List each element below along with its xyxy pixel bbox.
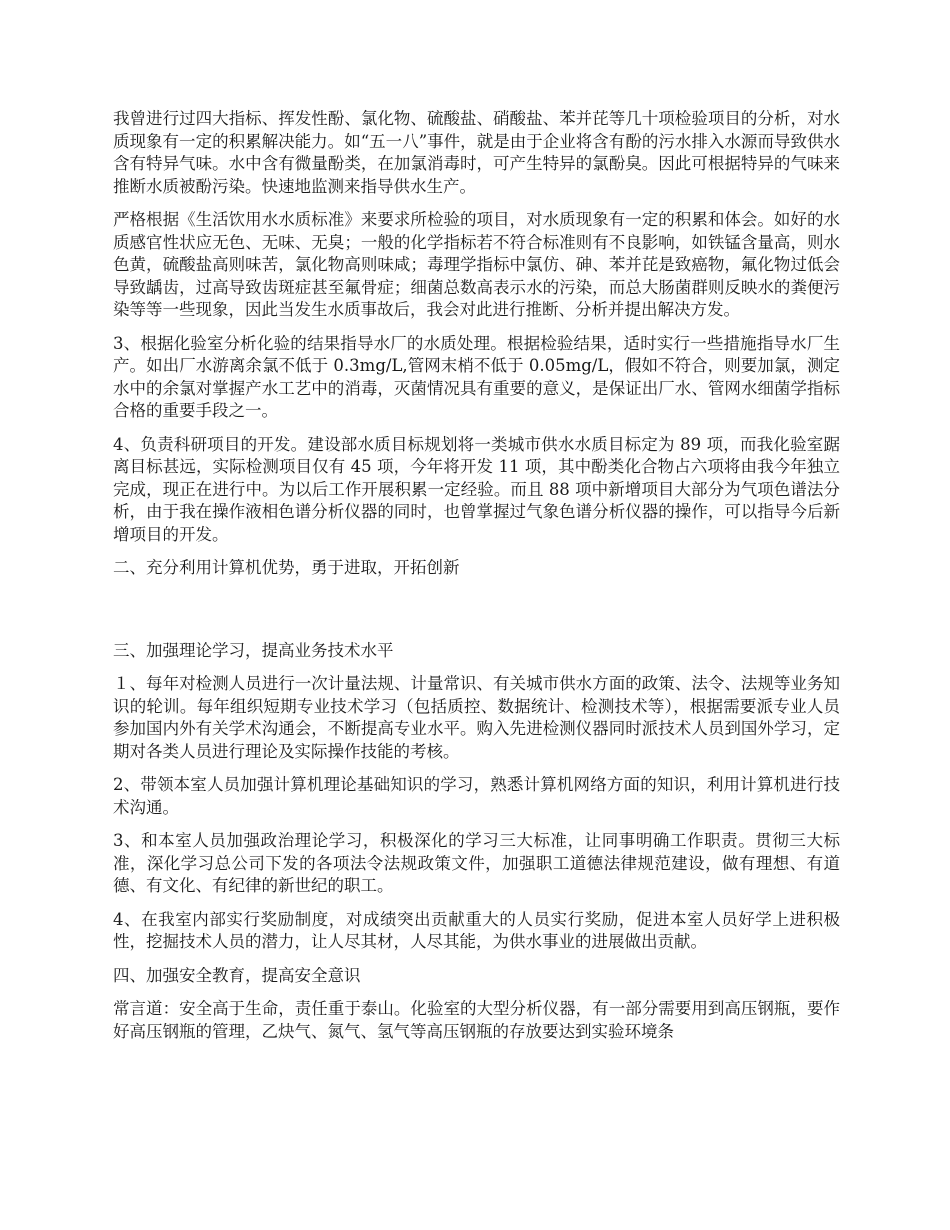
paragraph-item-4-research: 4、负责科研项目的开发。建设部水质目标规划将一类城市供水水质目标定为 89 项，而我化验室踞离目标甚远，实际检测项目仅有 45 项，今年将开发 11 项，其中酚类化合物占六项将由我今年独立完成，现正在进行中。为以后工作开展积累一定经验。而且 88 项中新增项目大部分为气项色谱法分析，由于我在操作液相色谱分析仪器的同时，也曾掌握过气象色谱分析仪器的操作，可以指导今后新增项目的开发。 xyxy=(113,434,840,544)
section-heading-3: 三、加强理论学习，提高业务技术水平 xyxy=(113,640,394,660)
document-body xyxy=(113,108,840,1054)
paragraph-item-3-water-treatment: 3、根据化验室分析化验的结果指导水厂的水质处理。根据检验结果，适时实行一些措施指导水厂生产。如出厂水游离余氯不低于 0.3mg/L,管网末梢不低于 0.05mg/L，假如不符合，则要加氯，测定水中的余氯对掌握产水工艺中的消毒，灭菌情况具有重要的意义，是保证出厂水、管网水细菌学指标合格的重要手段之一。 xyxy=(113,333,840,420)
paragraph-phenol-analysis: 我曾进行过四大指标、挥发性酚、氯化物、硫酸盐、硝酸盐、苯并芘等几十项检验项目的分析，对水质现象有一定的积累解决能力。如“五一八”事件，就是由于企业将含有酚的污水排入水源而导致供水含有特异气味。水中含有微量酚类，在加氯消毒时，可产生特异的氯酚臭。因此可根据特异的气味来推断水质被酚污染。快速地监测来指导供水生产。 xyxy=(113,109,840,196)
section-heading-4: 四、加强安全教育，提高安全意识 xyxy=(113,965,361,985)
section-spacer xyxy=(113,591,840,640)
paragraph-item-3-political: 3、和本室人员加强政治理论学习，积极深化的学习三大标准，让同事明确工作职责。贯彻三大标准，深化学习总公司下发的各项法令法规政策文件，加强职工道德法律规范建设，做有理想、有道德、有文化、有纪律的新世纪的职工。 xyxy=(113,831,840,895)
paragraph-item-4-rewards: 4、在我室内部实行奖励制度，对成绩突出贡献重大的人员实行奖励，促进本室人员好学上进积极性，挖掘技术人员的潜力，让人尽其材，人尽其能，为供水事业的进展做出贡献。 xyxy=(113,909,840,951)
paragraph-item-2-computer: 2、带领本室人员加强计算机理论基础知识的学习，熟悉计算机网络方面的知识，利用计算机进行技术沟通。 xyxy=(113,775,840,817)
paragraph-water-standard: 严格根据《生活饮用水水质标准》来要求所检验的项目，对水质现象有一定的积累和体会。如好的水质感官性状应无色、无味、无臭；一般的化学指标若不符合标准则有不良影响，如铁锰含量高，则水色黄，硫酸盐高则味苦，氯化物高则味咸；毒理学指标中氯仿、砷、苯并芘是致癌物，氟化物过低会导致龋齿，过高导致齿斑症甚至氟骨症；细菌总数高表示水的污染，而总大肠菌群则反映水的粪便污染等等一些现象，因此当发生水质事故后，我会对此进行推断、分析并提出解决方发。 xyxy=(113,210,840,319)
paragraph-item-1-training: １、每年对检测人员进行一次计量法规、计量常识、有关城市供水方面的政策、法令、法规等业务知识的轮训。每年组织短期专业技术学习（包括质控、数据统计、检测技术等），根据需要派专业人员参加国内外有关学术沟通会，不断提高专业水平。购入先进检测仪器同时派技术人员到国外学习，定期对各类人员进行理论及实际操作技能的考核。 xyxy=(113,674,840,761)
section-heading-2: 二、充分利用计算机优势，勇于进取，开拓创新 xyxy=(113,558,460,577)
paragraph-safety: 常言道：安全高于生命，责任重于泰山。化验室的大型分析仪器，有一部分需要用到高压钢瓶，要作好高压钢瓶的管理，乙炔气、氮气、氢气等高压钢瓶的存放要达到实验环境条 xyxy=(113,999,840,1041)
